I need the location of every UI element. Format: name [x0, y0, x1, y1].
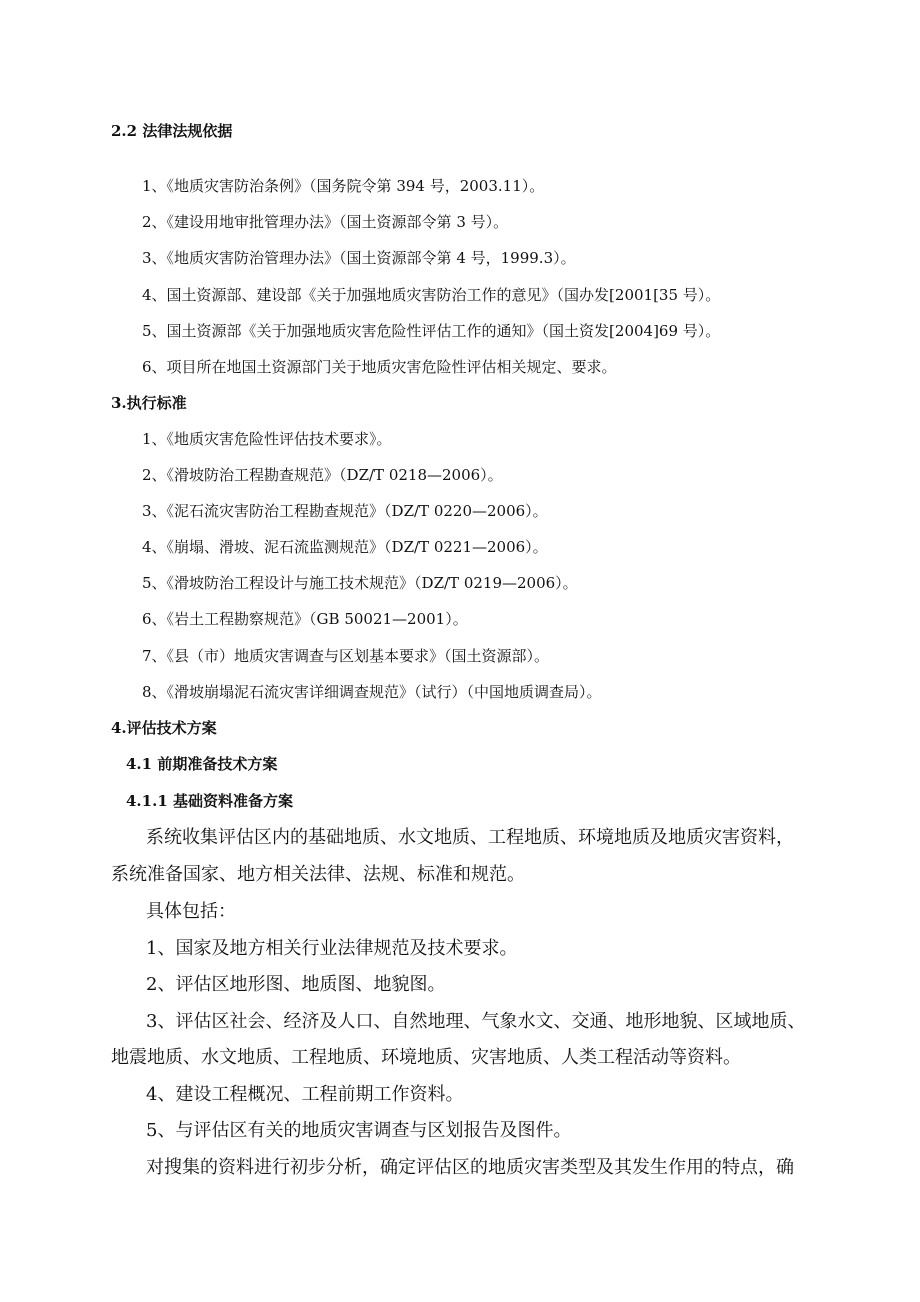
- regulation-item-3: 3、《地质灾害防治管理办法》（国土资源部令第 4 号，1999.3）。: [142, 249, 576, 267]
- standard-item-8: 8、《滑坡崩塌泥石流灾害详细调查规范》（试行）（中国地质调查局）。: [142, 683, 602, 701]
- body-list-item: 5、与评估区有关的地质灾害调查与区划报告及图件。: [146, 1120, 572, 1141]
- standard-item-3: 3、《泥石流灾害防治工程勘查规范》（DZ/T 0220—2006）。: [142, 502, 548, 520]
- section-heading-4: 4.评估技术方案: [111, 719, 217, 737]
- regulation-item-2: 2、《建设用地审批管理办法》（国土资源部令第 3 号）。: [142, 213, 509, 231]
- body-list-item: 1、国家及地方相关行业法律规范及技术要求。: [146, 938, 518, 959]
- standard-item-5: 5、《滑坡防治工程设计与施工技术规范》（DZ/T 0219—2006）。: [142, 574, 578, 592]
- section-heading-3: 3.执行标准: [111, 394, 187, 412]
- regulation-item-5: 5、国土资源部《关于加强地质灾害危险性评估工作的通知》（国土资发[2004]69 号）。: [142, 322, 721, 340]
- body-list-item: 2、评估区地形图、地质图、地貌图。: [146, 974, 446, 995]
- body-list-item: 4、建设工程概况、工程前期工作资料。: [146, 1084, 464, 1105]
- standard-item-7: 7、《县（市）地质灾害调查与区划基本要求》（国土资源部）。: [142, 647, 550, 665]
- body-paragraph-line: 系统收集评估区内的基础地质、水文地质、工程地质、环境地质及地质灾害资料，: [146, 827, 794, 848]
- standard-item-1: 1、《地质灾害危险性评估技术要求》。: [142, 430, 392, 448]
- subsection-heading-4-1: 4.1 前期准备技术方案: [126, 755, 278, 773]
- standard-item-2: 2、《滑坡防治工程勘查规范》（DZ/T 0218—2006）。: [142, 466, 503, 484]
- section-heading-2-2: 2.2 法律法规依据: [111, 122, 233, 140]
- body-paragraph-line: 系统准备国家、地方相关法律、法规、标准和规范。: [111, 864, 525, 885]
- body-paragraph-line: 对搜集的资料进行初步分析，确定评估区的地质灾害类型及其发生作用的特点，确: [146, 1157, 794, 1178]
- subsection-heading-4-1-1: 4.1.1 基础资料准备方案: [126, 792, 293, 810]
- regulation-item-1: 1、《地质灾害防治条例》（国务院令第 394 号，2003.11）。: [142, 177, 545, 195]
- body-paragraph-line: 具体包括：: [146, 901, 236, 922]
- standard-item-6: 6、《岩土工程勘察规范》（GB 50021—2001）。: [142, 610, 468, 628]
- standard-item-4: 4、《崩塌、滑坡、泥石流监测规范》（DZ/T 0221—2006）。: [142, 538, 548, 556]
- body-list-item-continued: 地震地质、水文地质、工程地质、环境地质、灾害地质、人类工程活动等资料。: [111, 1047, 741, 1068]
- regulation-item-4: 4、国土资源部、建设部《关于加强地质灾害防治工作的意见》（国办发[2001[35 号）。: [142, 286, 721, 304]
- regulation-item-6: 6、项目所在地国土资源部门关于地质灾害危险性评估相关规定、要求。: [142, 358, 617, 376]
- body-list-item: 3、评估区社会、经济及人口、自然地理、气象水文、交通、地形地貌、区域地质、: [146, 1011, 806, 1032]
